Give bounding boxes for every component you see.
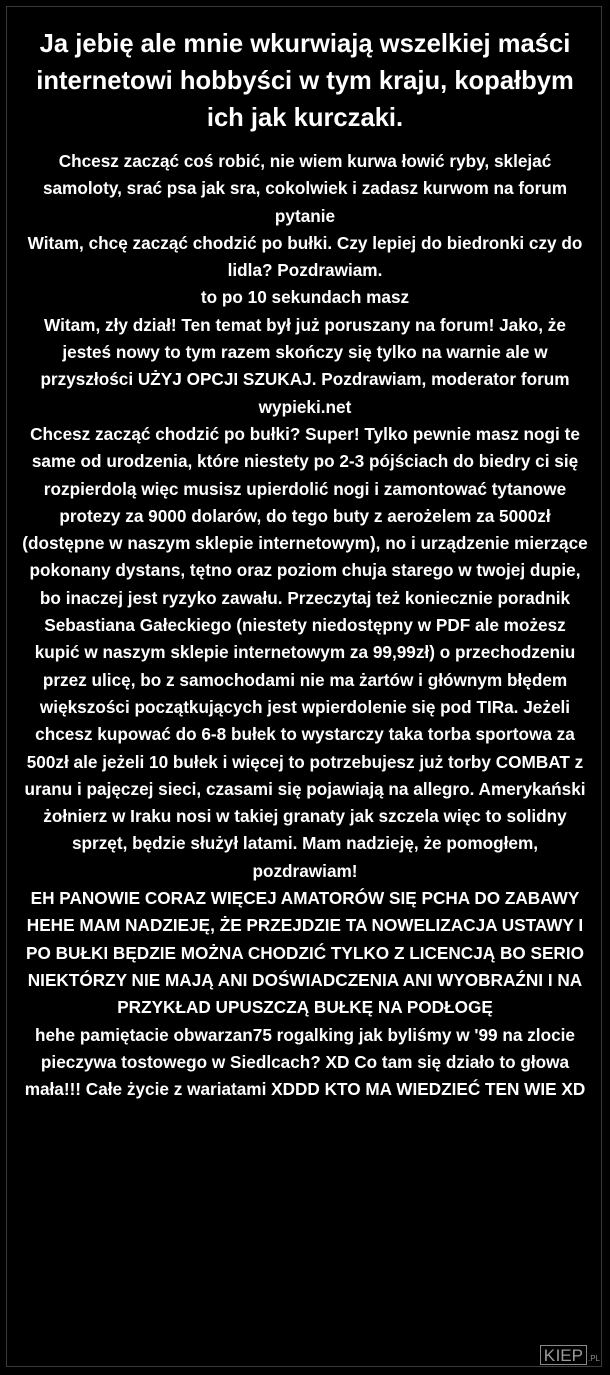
- paragraph-transition: to po 10 sekundach masz: [200, 287, 410, 308]
- post-title: Ja jebię ale mnie wkurwiają wszelkiej maści internetowi hobbyści w tym kraju, kopałbym ich jak kurczaki.: [36, 30, 574, 132]
- watermark-iep: IEP: [555, 1345, 583, 1365]
- watermark-pl: .PL: [587, 1354, 600, 1363]
- paragraph-intro: Chcesz zacząć coś robić, nie wiem kurwa łowić ryby, sklejać samoloty, srać psa jak sra, cokolwiek i zadasz kurwom na forum pytanie: [42, 151, 568, 226]
- paragraph-caps-rant: EH PANOWIE CORAZ WIĘCEJ AMATORÓW SIĘ PCHA DO ZABAWY HEHE MAM NADZIEJĘ, ŻE PRZEJDZIE TA NOWELIZACJA USTAWY I PO BUŁKI BĘDZIE MOŻNA CHODZIĆ TYLKO Z LICENCJĄ BO SERIO NIEKTÓRZY NIE MAJĄ ANI DOŚWIADCZENIA ANI WYOBRAŹNI I NA PRZYKŁAD UPUSZCZĄ BUŁKĘ NA PODŁOGĘ: [26, 888, 584, 1018]
- watermark-box: [540, 1345, 587, 1365]
- paragraph-expert-advice: Chcesz zacząć chodzić po bułki? Super! Tylko pewnie masz nogi te same od urodzenia, które niestety po 2-3 pójściach do biedry ci się rozpierdolą więc musisz upierdolić nogi i zamontować tytanowe protezy za 9000 dolarów, do tego buty z aerożelem za 5000zł (dostępne w naszym sklepie internetowym), no i urządzenie mierzące pokonany dystans, tętno oraz poziom chuja starego w twojej dupie, bo inaczej jest ryzyko zawału. Przeczytaj też koniecznie poradnik Sebastiana Gałeckiego (niestety niedostępny w PDF ale możesz kupić w naszym sklepie internetowym za 99,99zł) o przechodzeniu przez ulicę, bo z samochodami nie ma żartów i głównym błędem większości początkujących jest wpierdolenie się pod TIRa. Jeżeli chcesz kupować do 6-8 bułek to wystarczy taka torba sportowa za 500zł ale jeżeli 10 bułek i więcej to potrzebujesz już torby COMBAT z uranu i pajęczej sieci, czasami się pojawiają na allegro. Amerykański żołnierz w Iraku nosi w takiej granaty jak szczela więc to solidny sprzęt, będzie służył latami. Mam nadzieję, że pomogłem, pozdrawiam!: [22, 423, 588, 881]
- paragraph-question: Witam, chcę zacząć chodzić po bułki. Czy lepiej do biedronki czy do lidla? Pozdrawiam.: [27, 232, 583, 281]
- paragraph-nostalgia: hehe pamiętacie obwarzan75 rogalking jak byliśmy w '99 na zlocie pieczywa tostowego w Siedlcach? XD Co tam się działo to głowa mała!!! Całe życie z wariatami XDDD KTO MA WIEDZIEĆ TEN WIE XD: [24, 1024, 586, 1100]
- post-body: [22, 148, 588, 1103]
- paragraph-moderator-reply: Witam, zły dział! Ten temat był już poruszany na forum! Jako, że jesteś nowy to tym razem skończy się tylko na warnie ale w przyszłości UŻYJ OPCJI SZUKAJ. Pozdrawiam, moderator forum wypieki.net: [40, 314, 570, 417]
- kiep-watermark-logo: [540, 1345, 600, 1365]
- watermark-k: K: [543, 1345, 556, 1365]
